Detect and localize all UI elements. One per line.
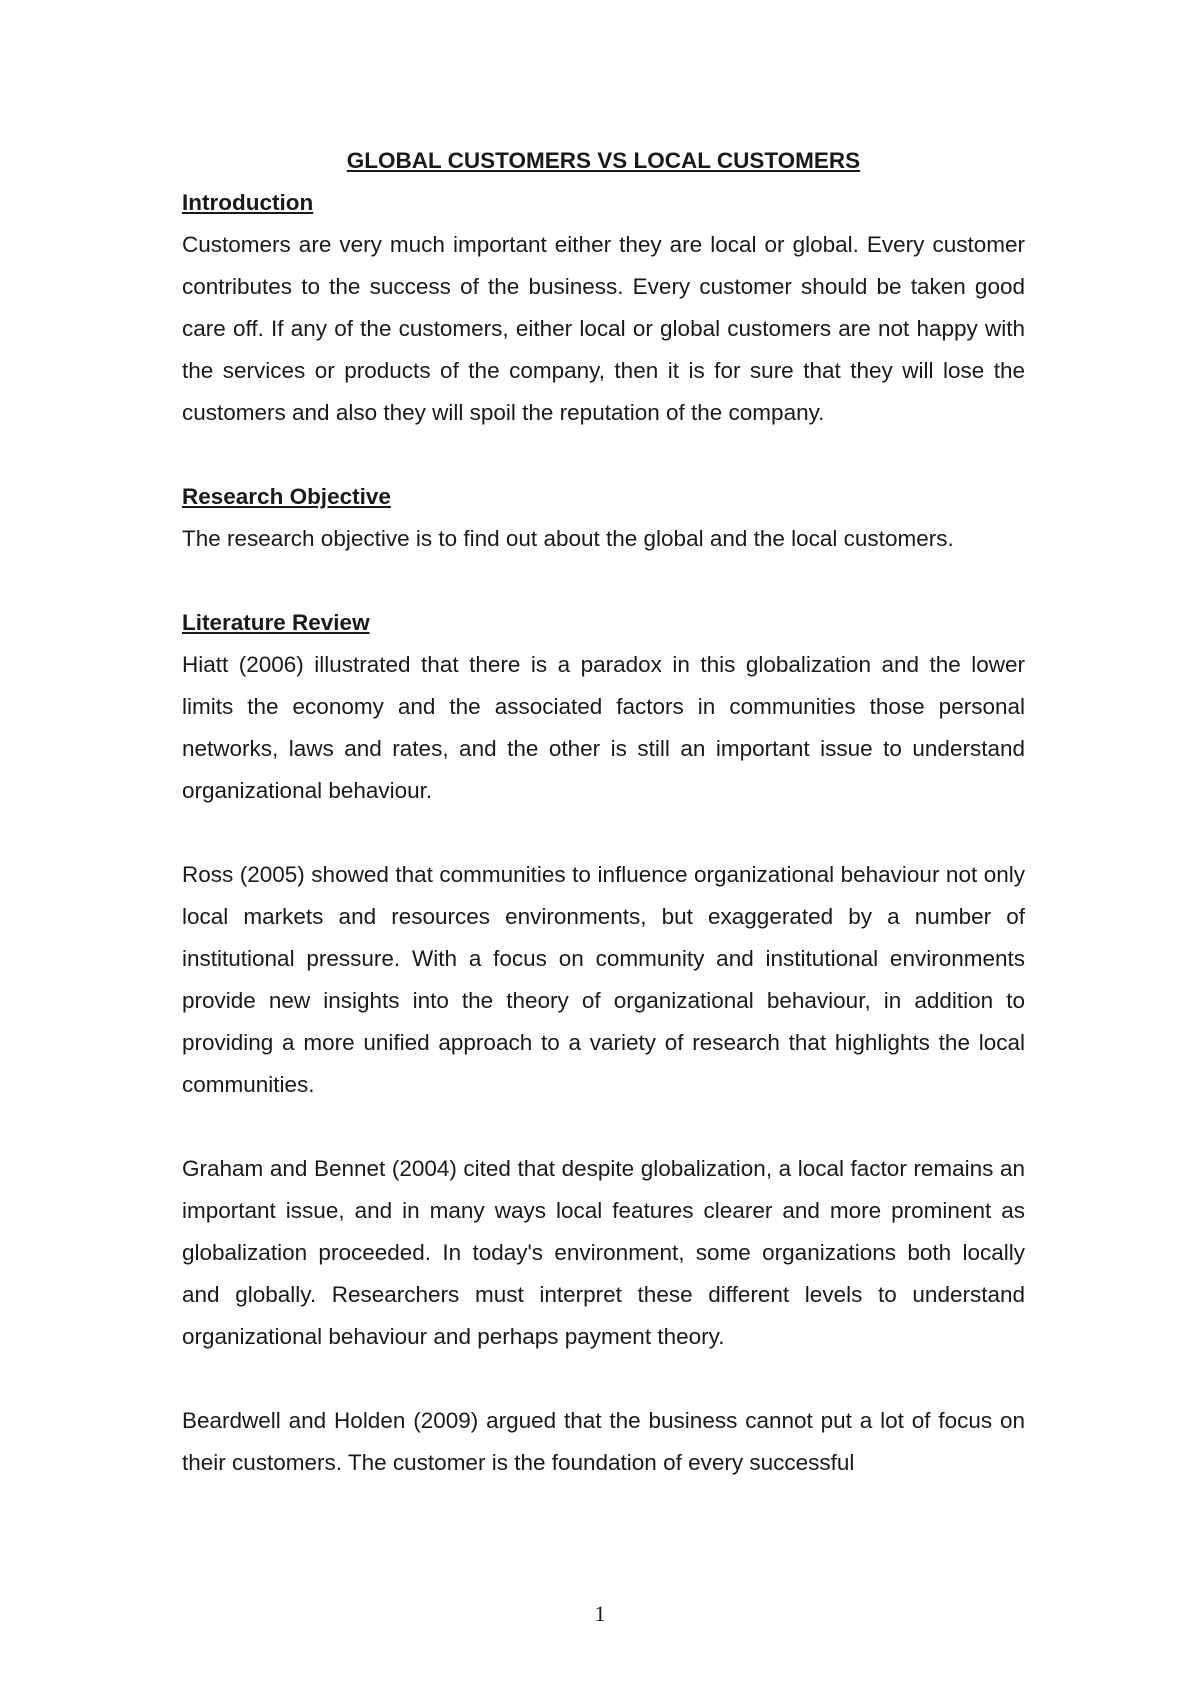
heading-literature-review: Literature Review (182, 610, 370, 635)
literature-review-paragraph-graham: Graham and Bennet (2004) cited that despite globalization, a local factor remains an important issue, and in many ways local features clearer and more prominent as globalization proceeded. In today's environment, some organizations both locally and globally. Researchers must interpret these different levels to understand organizational behaviour and perhaps payment theory. (182, 1156, 1025, 1349)
heading-research-objective: Research Objective (182, 484, 391, 509)
paragraph-spacer (182, 1106, 1025, 1148)
heading-introduction: Introduction (182, 190, 314, 215)
paragraph-spacer (182, 1358, 1025, 1400)
research-objective-paragraph: The research objective is to find out about the global and the local customers. (182, 526, 954, 551)
page-number: 1 (594, 1601, 606, 1626)
introduction-paragraph: Customers are very much important either they are local or global. Every customer contributes to the success of the business. Every customer should be taken good care off. If any of the customers, either local or global customers are not happy with the services or products of the company, then it is for sure that they will lose the customers and also they will spoil the reputation of the company. (182, 232, 1025, 425)
section-spacer (182, 560, 1025, 602)
literature-review-paragraph-beardwell: Beardwell and Holden (2009) argued that the business cannot put a lot of focus on their customers. The customer is the foundation of every successful (182, 1408, 1025, 1475)
section-spacer (182, 434, 1025, 476)
document-title: GLOBAL CUSTOMERS VS LOCAL CUSTOMERS (346, 148, 861, 173)
page-content (182, 140, 1025, 1484)
paragraph-spacer (182, 812, 1025, 854)
literature-review-paragraph-ross: Ross (2005) showed that communities to influence organizational behaviour not only local markets and resources environments, but exaggerated by a number of institutional pressure. With a focus on community and institutional environments provide new insights into the theory of organizational behaviour, in addition to providing a more unified approach to a variety of research that highlights the local communities. (182, 862, 1025, 1097)
literature-review-paragraph-hiatt: Hiatt (2006) illustrated that there is a paradox in this globalization and the lower limits the economy and the associated factors in communities those personal networks, laws and rates, and the other is still an important issue to understand organizational behaviour. (182, 652, 1025, 803)
